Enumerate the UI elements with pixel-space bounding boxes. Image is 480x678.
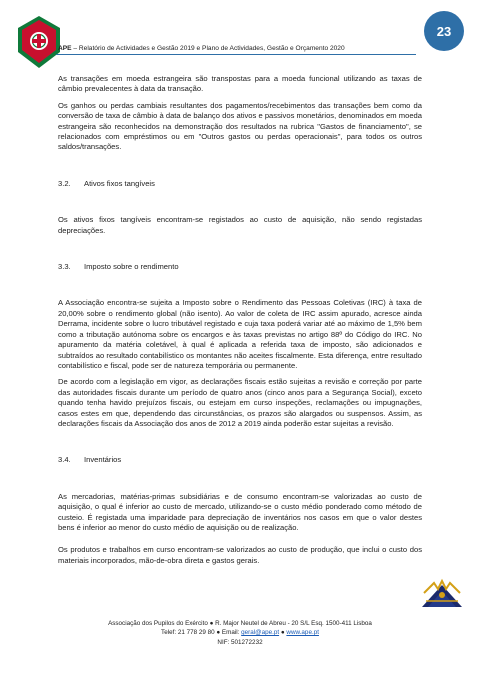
ape-logo-icon bbox=[16, 14, 62, 70]
page-footer bbox=[0, 619, 480, 647]
website-link[interactable]: www.ape.pt bbox=[286, 629, 319, 637]
header-title-text: – Relatório de Actividades e Gestão 2019 e Plano de Actividades, Gestão e Orçamento 2020 bbox=[71, 45, 345, 52]
section-title: Imposto sobre o rendimento bbox=[84, 262, 179, 272]
document-header bbox=[58, 45, 398, 52]
section-heading-3-2 bbox=[58, 179, 422, 189]
footer-separator: ● bbox=[279, 629, 287, 637]
paragraph-tax-review: De acordo com a legislação em vigor, as declarações fiscais estão sujeitas a revisão e correção por parte das autoridades fiscais durante um período de quatro anos (cinco anos para a Segurança Social), exceto quando tenha havido prejuízos fiscais, ou estejam em curso inspeções, reclamações ou impugnações, casos estes em que, dependendo das circunstâncias, os prazos são alargados ou suspensos. Assim, as declarações fiscais da Associação dos anos de 2012 a 2019 ainda poderão estar sujeitas a revisão. bbox=[58, 377, 422, 428]
section-title: Inventários bbox=[84, 455, 122, 465]
section-number: 3.3. bbox=[58, 262, 71, 272]
email-link[interactable]: geral@ape.pt bbox=[241, 629, 280, 637]
gold-emblem-icon bbox=[420, 577, 464, 609]
footer-nif: NIF: 501272232 bbox=[217, 638, 263, 646]
page-number-badge: 23 bbox=[424, 11, 464, 51]
header-divider bbox=[56, 54, 416, 55]
paragraph-work-in-progress: Os produtos e trabalhos em curso encontram-se valorizados ao custo de produção, que inclui o custo dos materiais incorporados, mão-de-obra direta e gastos gerais. bbox=[58, 545, 422, 565]
paragraph-tangible-assets: Os ativos fixos tangíveis encontram-se registados ao custo de aquisição, não sendo registadas depreciações. bbox=[58, 215, 422, 235]
paragraph-foreign-currency: As transações em moeda estrangeira são transpostas para a moeda funcional utilizando as taxas de câmbio prevalecentes à data da transação. bbox=[58, 74, 422, 94]
header-org: APE bbox=[58, 45, 72, 52]
paragraph-inventories: As mercadorias, matérias-primas subsidiárias e de consumo encontram-se valorizadas ao custo de aquisição, o qual é inferior ao custo de mercado, utilizando-se o custo médio ponderado como método de custeio. É registada uma imparidade para depreciação de inventários nos casos em que o valor destes bens é inferior ao menor do custo médio de aquisição ou de realização. bbox=[58, 491, 422, 532]
footer-phone: Telef: 21 778 29 80 ● Email: bbox=[161, 629, 242, 637]
paragraph-income-tax: A Associação encontra-se sujeita a Imposto sobre o Rendimento das Pessoas Coletivas (IRC) à taxa de 20,00% sobre o rendimento global (não isento). Ao valor de coleta de IRC assim apurado, acresce ainda Derrama, incidente sobre o lucro tributável registado e cuja taxa poderá variar até ao máximo de 1,5% bem como a tributação autónoma sobre os encargos e às taxas previstas no artigo 88º do Código do IRC. No apuramento da matéria coletável, à qual é aplicada a referida taxa de imposto, são adicionados e subtraídos ao resultado contabilístico os montantes não aceites fiscalmente. Esta diferença, entre resultado contabilístico e fiscal, pode ser de natureza temporária ou permanente. bbox=[58, 298, 422, 370]
section-heading-3-3 bbox=[58, 262, 422, 272]
section-heading-3-4 bbox=[58, 455, 422, 465]
footer-contacts bbox=[0, 628, 480, 637]
footer-address: Associação dos Pupilos do Exército ● R. Major Neutel de Abreu - 20 S/L Esq. 1500-411 Lisboa bbox=[108, 620, 372, 627]
document-body bbox=[58, 74, 422, 572]
section-number: 3.4. bbox=[58, 455, 71, 465]
section-title: Ativos fixos tangíveis bbox=[84, 178, 155, 188]
paragraph-exchange-gains: Os ganhos ou perdas cambiais resultantes dos pagamentos/recebimentos das transações bem como da conversão de taxa de câmbio à data de balanço dos ativos e passivos monetários, denominados em moeda estrangeira são reconhecidos na demonstração dos resultados na rubrica "Gastos de financiamento", se relacionados com empréstimos ou em "Outros gastos ou perdas operacionais", para todos os outros saldos/transações. bbox=[58, 100, 422, 152]
section-number: 3.2. bbox=[58, 178, 71, 188]
